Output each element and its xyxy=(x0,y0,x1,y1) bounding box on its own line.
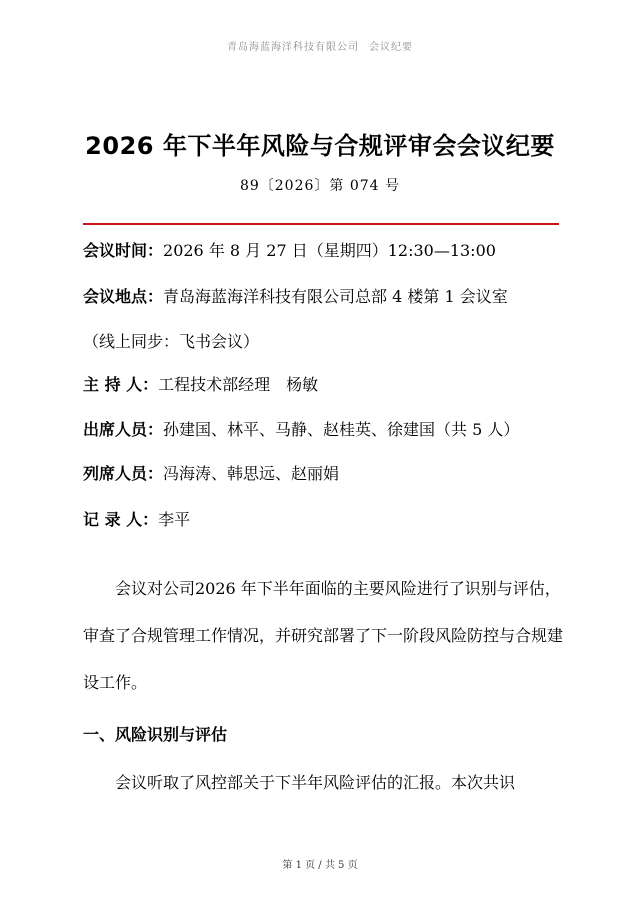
observers-row xyxy=(83,461,573,484)
attendees-row xyxy=(83,417,573,440)
observers-label: 列席人员： xyxy=(83,464,164,483)
meeting-time-row xyxy=(83,238,573,261)
header-company: 青岛海蓝海洋科技有限公司 xyxy=(227,42,359,53)
header-doc-type: 会议纪要 xyxy=(369,42,413,53)
meeting-place-row xyxy=(83,284,573,307)
meeting-time-value: 2026 年 8 月 27 日（星期四）12:30—13:00 xyxy=(163,241,496,260)
document-title: 2026 年下半年风险与合规评审会会议纪要 xyxy=(85,132,555,160)
section-heading: 一、风险识别与评估 xyxy=(83,725,228,744)
document-number: 89〔2026〕第 074 号 xyxy=(239,178,401,194)
host-row xyxy=(83,372,573,395)
running-header xyxy=(0,38,640,53)
meeting-place-value: 青岛海蓝海洋科技有限公司总部 4 楼第 1 会议室 xyxy=(163,287,508,306)
host-label: 主 持 人： xyxy=(83,375,159,394)
attendees-label: 出席人员： xyxy=(83,420,164,439)
intro-paragraph: 会议对公司2026 年下半年面临的主要风险进行了识别与评估，审查了合规管理工作情况，并研究部署了下一阶段风险防控与合规建设工作。 xyxy=(83,579,564,692)
meeting-place-label: 会议地点： xyxy=(83,287,164,306)
host-value: 工程技术部经理 杨敏 xyxy=(158,375,319,394)
page-footer: 第 1 页 / 共 5 页 xyxy=(282,860,358,871)
meeting-time-label: 会议时间： xyxy=(83,241,164,260)
recorder-row xyxy=(83,507,573,530)
recorder-label: 记 录 人： xyxy=(83,510,159,529)
section-paragraph: 会议听取了风控部关于下半年风险评估的汇报。本次共识 xyxy=(115,773,516,792)
red-divider xyxy=(83,223,559,225)
observers-value: 冯海涛、韩思远、赵丽娟 xyxy=(163,464,340,483)
meeting-place-online: （线上同步：飞书会议） xyxy=(83,332,260,351)
attendees-value: 孙建国、林平、马静、赵桂英、徐建国（共 5 人） xyxy=(163,420,520,439)
recorder-value: 李平 xyxy=(158,510,191,529)
